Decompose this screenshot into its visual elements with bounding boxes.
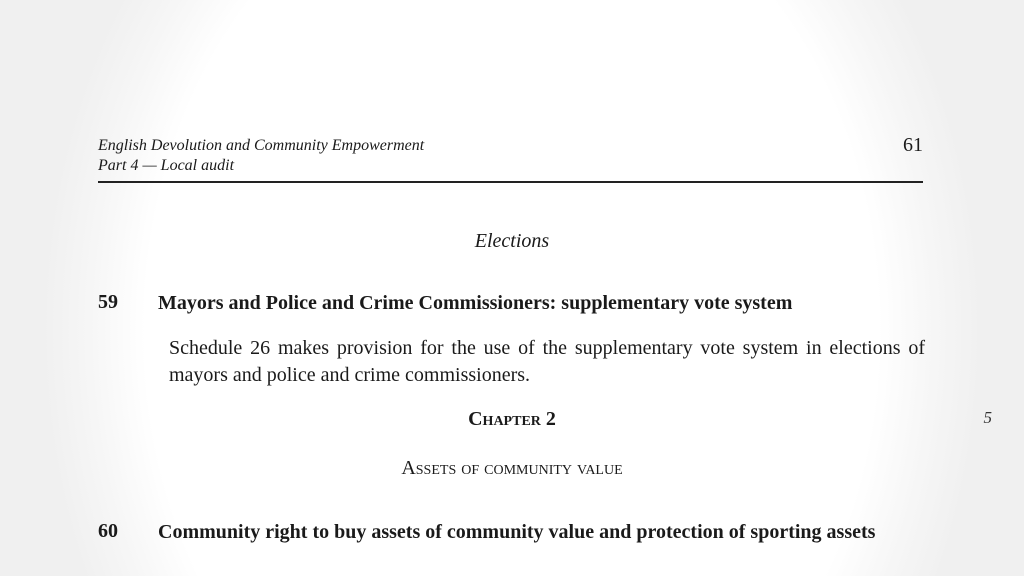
line-number: 5 <box>983 408 992 427</box>
section-body-59: Schedule 26 makes provision for the use of the supplementary vote system in elections of mayors and police and crime commissioners. <box>169 337 925 386</box>
section-number-60: 60 <box>98 520 118 542</box>
page-number: 61 <box>903 134 923 156</box>
section-title-60: Community right to buy assets of community value and protection of sporting assets <box>158 521 876 543</box>
running-head-title: English Devolution and Community Empowerment <box>98 137 425 154</box>
chapter-heading: Chapter 2 <box>468 408 556 430</box>
header-rule <box>98 181 923 183</box>
chapter-title: Assets of community value <box>401 457 623 479</box>
running-head <box>98 136 424 176</box>
section-title-59: Mayors and Police and Crime Commissioners: supplementary vote system <box>158 292 793 314</box>
section-number-59: 59 <box>98 291 118 313</box>
running-head-part: Part 4 — Local audit <box>98 157 235 174</box>
crossheading: Elections <box>474 230 550 252</box>
